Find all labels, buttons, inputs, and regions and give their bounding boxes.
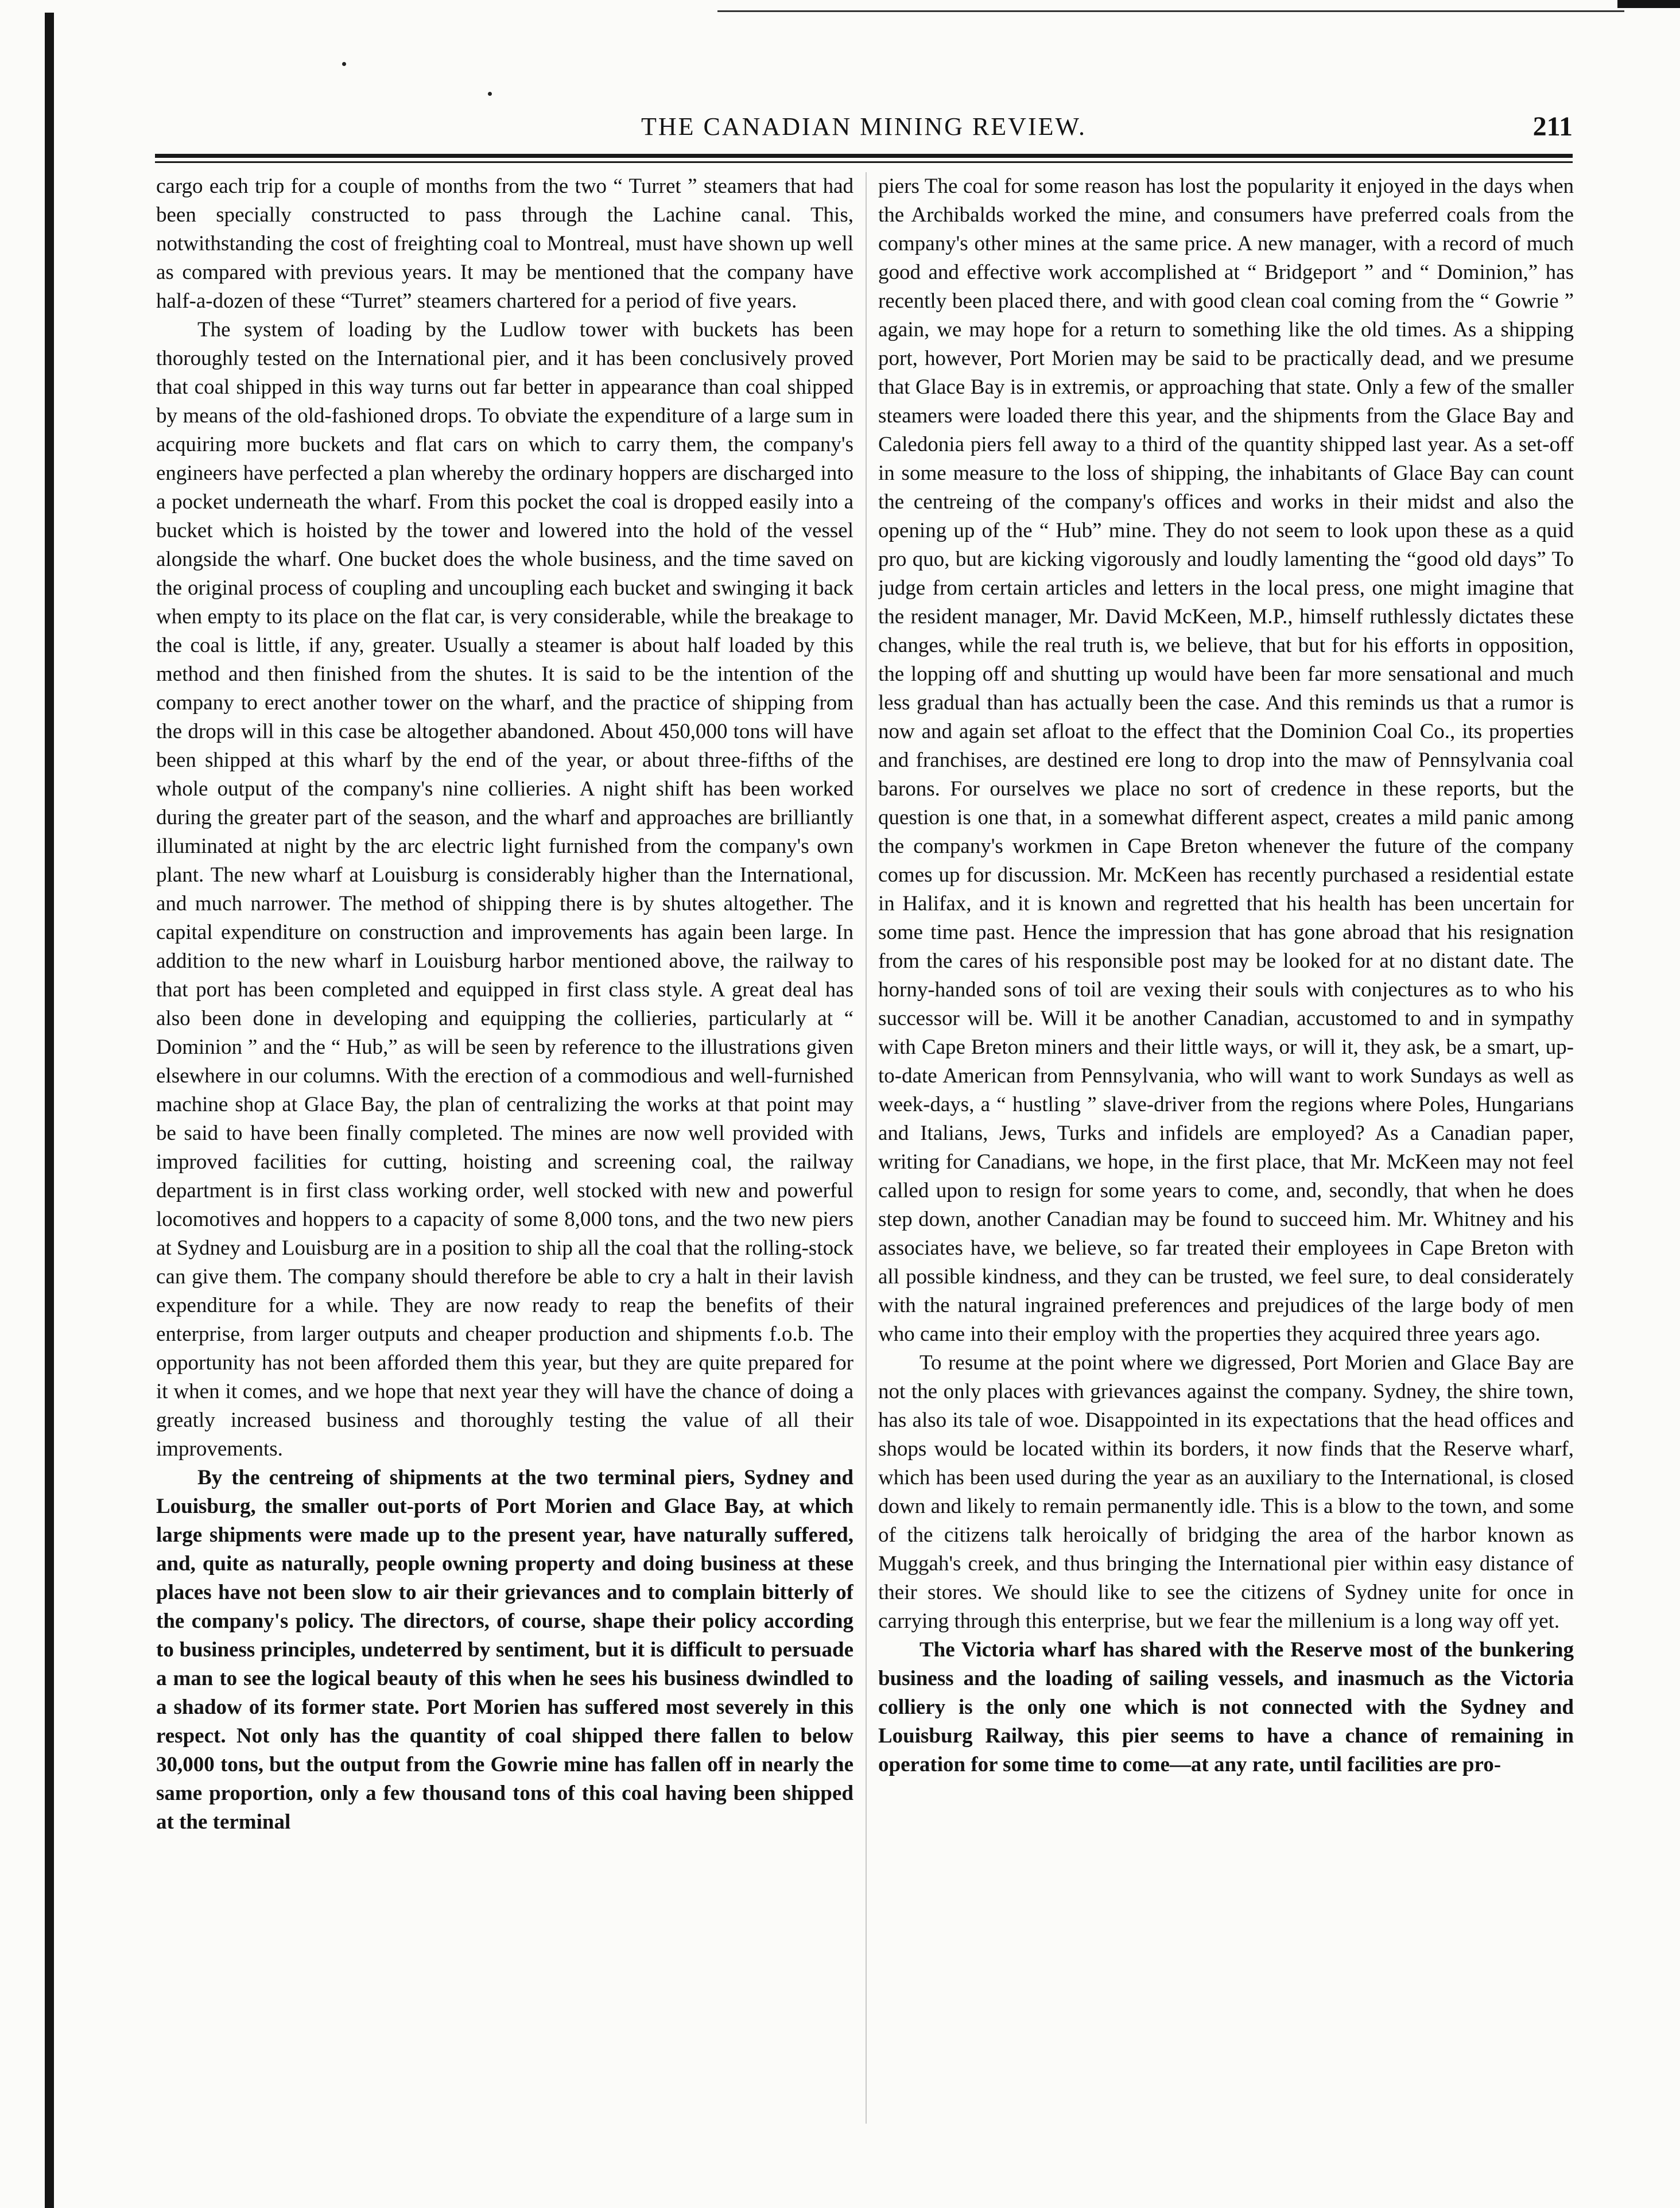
scan-left-border	[45, 13, 54, 2208]
page-number: 211	[1532, 111, 1573, 142]
left-column	[156, 172, 853, 2124]
header-rule-thick	[155, 154, 1573, 158]
left-paragraph-1: cargo each trip for a couple of months from the two “ Turret ” steamers that had been specially constructed to pass through the Lachine canal. This, notwithstanding the cost of freighting coal to Montreal, must have shown up well as compared with previous years. It may be mentioned that the company have half-a-dozen of these “Turret” steamers chartered for a period of five years.	[156, 174, 853, 313]
column-divider	[866, 172, 867, 2124]
right-paragraph-1: piers The coal for some reason has lost the popularity it enjoyed in the days when the Archibalds worked the mine, and consumers have preferred coals from the company's other mines at the same price. A new manager, with a record of much good and effective work accomplished at “ Bridgeport ” and “ Dominion,” has recently been placed there, and with good clean coal coming from the “ Gowrie ” again, we may hope for a return to something like the old times. As a shipping port, however, Port Morien may be said to be practically dead, and we presume that Glace Bay is in extremis, or approaching that state. Only a few of the smaller steamers were loaded there this year, and the shipments from the Glace Bay and Caledonia piers fell away to a third of the quantity shipped last year. As a set-off in some measure to the loss of shipping, the inhabitants of Glace Bay can count the centreing of the company's offices and works in their midst and also the opening up of the “ Hub” mine. They do not seem to look upon these as a quid pro quo, but are kicking vigorously and loudly lamenting the “good old days” To judge from certain articles and letters in the local press, one might imagine that the resident manager, Mr. David McKeen, M.P., himself ruthlessly dictates these changes, while the real truth is, we believe, that but for his efforts in opposition, the lopping off and shutting up would have been far more sensational and much less gradual than has actually been the case. And this reminds us that a rumor is now and again set afloat to the effect that the Dominion Coal Co., its properties and franchises, are destined ere long to drop into the maw of Pennsylvania coal barons. For ourselves we place no sort of credence in these reports, but the question is one that, in a somewhat different aspect, creates a mild panic among the company's workmen in Cape Breton whenever the future of the company comes up for discussion. Mr. McKeen has recently purchased a residential estate in Halifax, and it is known and regretted that his health has been uncertain for some time past. Hence the impression that has gone abroad that his resignation from the cares of his responsible post may be looked for at no distant date. The horny-handed sons of toil are vexing their souls with conjectures as to who his successor will be. Will it be another Canadian, accustomed to and in sympathy with Cape Breton miners and their little ways, or will it, they ask, be a smart, up-to-date American from Pennsylvania, who will want to work Sundays as well as week-days, a “ hustling ” slave-driver from the regions where Poles, Hungarians and Italians, Jews, Turks and infidels are employed? As a Canadian paper, writing for Canadians, we hope, in the first place, that Mr. McKeen may not feel called upon to resign for some years to come, and, secondly, that when he does step down, another Canadian may be found to succeed him. Mr. Whitney and his associates have, we believe, so far treated their employees in Cape Breton with all possible kindness, and they can be trusted, we feel sure, to deal considerately with the natural ingrained preferences and prejudices of the large body of men who came into their employ with the properties they acquired three years ago.	[878, 174, 1574, 1346]
running-title: THE CANADIAN MINING REVIEW.	[641, 112, 1087, 141]
page-header	[155, 107, 1573, 147]
scan-top-corner-mark	[1617, 0, 1680, 8]
right-column	[878, 172, 1574, 2124]
header-rule-thin	[155, 161, 1573, 163]
scan-speck	[488, 92, 492, 96]
left-paragraph-2: The system of loading by the Ludlow tower with buckets has been thoroughly tested on the International pier, and it has been conclusively proved that coal shipped in this way turns out far better in appearance than coal shipped by means of the old-fashioned drops. To obviate the expenditure of a large sum in acquiring more buckets and flat cars on which to carry them, the company's engineers have perfected a plan whereby the ordinary hoppers are discharged into a pocket underneath the wharf. From this pocket the coal is dropped easily into a bucket which is hoisted by the tower and lowered into the hold of the vessel alongside the wharf. One bucket does the whole business, and the time saved on the original process of coupling and uncoupling each bucket and swinging it back when empty to its place on the flat car, is very considerable, while the breakage to the coal is little, if any, greater. Usually a steamer is about half loaded by this method and then finished from the shutes. It is said to be the intention of the company to erect another tower on the wharf, and the practice of shipping from the drops will in this case be altogether abandoned. About 450,000 tons will have been shipped at this wharf by the end of the year, or about three-fifths of the whole output of the company's nine collieries. A night shift has been worked during the greater part of the season, and the wharf and approaches are brilliantly illuminated at night by the arc electric light furnished from the company's own plant. The new wharf at Louisburg is considerably higher than the International, and much narrower. The method of shipping there is by shutes altogether. The capital expenditure on construction and improvements has again been large. In addition to the new wharf in Louisburg harbor mentioned above, the railway to that port has been completed and equipped in first class style. A great deal has also been done in developing and equipping the collieries, particularly at “ Dominion ” and the “ Hub,” as will be seen by reference to the illustrations given elsewhere in our columns. With the erection of a commodious and well-furnished machine shop at Glace Bay, the plan of centralizing the works at that point may be said to have been finally completed. The mines are now well provided with improved facilities for cutting, hoisting and screening coal, the railway department is in first class working order, well stocked with new and powerful locomotives and hoppers to a capacity of some 8,000 tons, and the two new piers at Sydney and Louisburg are in a position to ship all the coal that the rolling-stock can give them. The company should therefore be able to cry a halt in their lavish expenditure for a while. They are now ready to reap the benefits of their enterprise, from larger outputs and cheaper production and shipments f.o.b. The opportunity has not been afforded them this year, but they are quite prepared for it when it comes, and we hope that next year they will have the chance of doing a greatly increased business and thoroughly testing the value of all their improvements.	[156, 318, 853, 1461]
right-paragraph-2: To resume at the point where we digressed, Port Morien and Glace Bay are not the only places with grievances against the company. Sydney, the shire town, has also its tale of woe. Disappointed in its expectations that the head offices and shops would be located within its borders, it now finds that the Reserve wharf, which has been used during the year as an auxiliary to the International, is closed down and likely to remain permanently idle. This is a blow to the town, and some of the citizens talk heroically of bridging the area of the harbor known as Muggah's creek, and thus bringing the International pier within easy distance of their stores. We should like to see the citizens of Sydney unite for once in carrying through this enterprise, but we fear the millenium is a long way off yet.	[878, 1351, 1574, 1633]
scan-speck	[342, 62, 346, 66]
left-paragraph-3: By the centreing of shipments at the two terminal piers, Sydney and Louisburg, the smaller out-ports of Port Morien and Glace Bay, at which large shipments were made up to the present year, have naturally suffered, and, quite as naturally, people owning property and doing business at these places have not been slow to air their grievances and to complain bitterly of the company's policy. The directors, of course, shape their policy according to business principles, undeterred by sentiment, but it is difficult to persuade a man to see the logical beauty of this when he sees his business dwindled to a shadow of its former state. Port Morien has suffered most severely in this respect. Not only has the quantity of coal shipped there fallen to below 30,000 tons, but the output from the Gowrie mine has fallen off in nearly the same proportion, only a few thousand tons of this coal having been shipped at the terminal	[156, 1466, 853, 1834]
right-paragraph-3: The Victoria wharf has shared with the Reserve most of the bunkering business and the loading of sailing vessels, and inasmuch as the Victoria colliery is the only one which is not connected with the Sydney and Louisburg Railway, this pier seems to have a chance of remaining in operation for some time to come—at any rate, until facilities are pro-	[878, 1638, 1574, 1776]
scan-top-line	[717, 10, 1624, 12]
